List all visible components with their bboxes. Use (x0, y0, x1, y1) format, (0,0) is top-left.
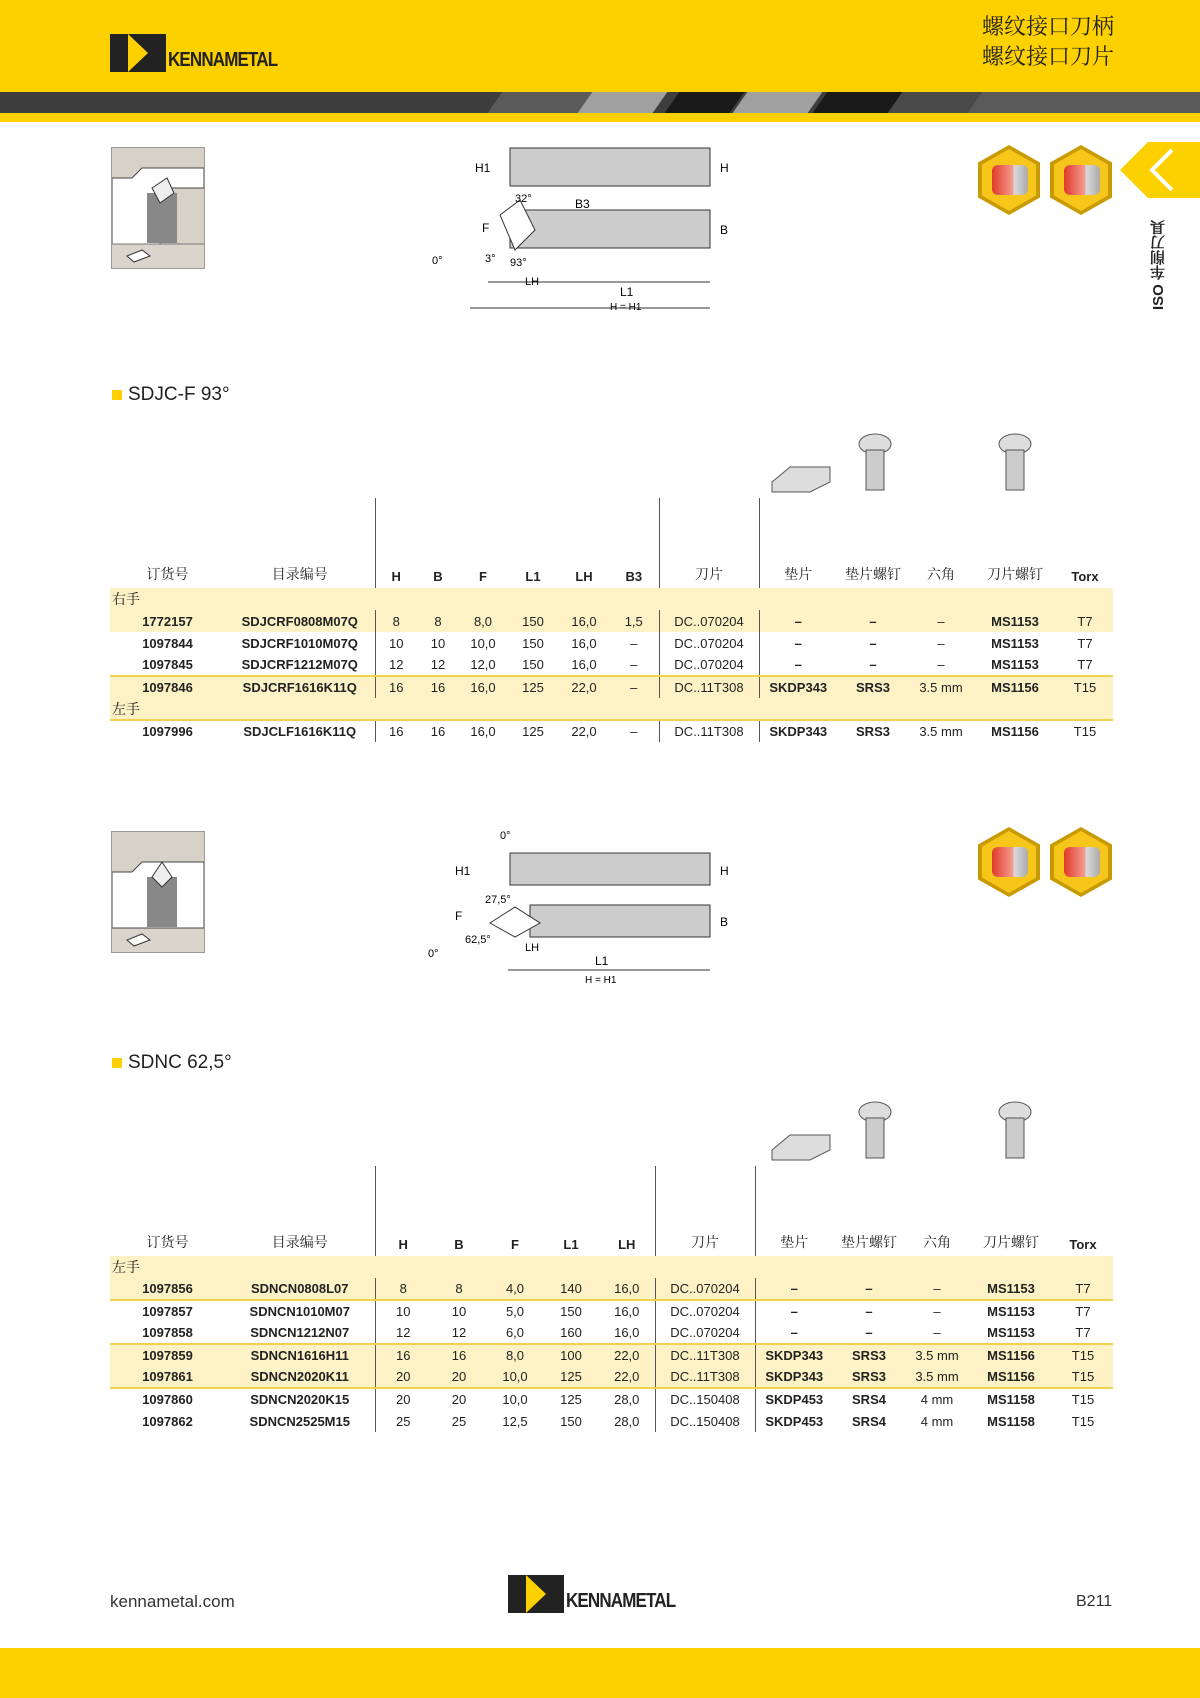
table-cell: 1,5 (609, 610, 659, 632)
table-row (110, 632, 1113, 654)
table-cell: MS1153 (969, 1300, 1053, 1322)
svg-text:F: F (482, 221, 490, 235)
table-cell: 16 (417, 676, 459, 698)
table-cell: SKDP453 (755, 1410, 833, 1432)
table-cell: 20 (375, 1366, 431, 1388)
insert-screw-icon (999, 1102, 1031, 1158)
table-cell: SKDP453 (755, 1388, 833, 1410)
accessory-icons-2 (770, 1100, 1070, 1170)
column-header: 垫片 (759, 498, 837, 588)
bullet-square (112, 390, 122, 400)
table-cell: MS1156 (973, 720, 1057, 742)
logo-text: KENNAMETAL (168, 49, 278, 71)
sdnc-product-table (110, 1166, 1113, 1432)
table-cell: 4 mm (920, 1413, 954, 1429)
table-cell: – (869, 635, 877, 651)
column-header: 目录编号 (271, 1234, 328, 1250)
table-cell: 16,0 (459, 720, 507, 742)
svg-text:H: H (720, 161, 729, 175)
table-cell: T7 (1057, 610, 1113, 632)
table-row (110, 1366, 1113, 1388)
section1-title-text: SDJC-F 93° (128, 384, 230, 405)
table-cell: T7 (1053, 1300, 1113, 1322)
group-label: 左手 (110, 698, 1113, 720)
table-cell: 12 (451, 1325, 467, 1340)
table-cell: DC..11T308 (655, 1344, 755, 1366)
table-cell: 16,0 (571, 657, 597, 672)
table-cell: – (833, 1300, 905, 1322)
table-cell: – (865, 1325, 873, 1340)
table-cell: 12 (375, 654, 417, 676)
table-cell: SDNCN0808L07 (225, 1278, 375, 1300)
svg-text:32°: 32° (515, 193, 532, 205)
svg-text:3°: 3° (485, 253, 496, 265)
table-cell: – (837, 610, 909, 632)
svg-text:0°: 0° (432, 255, 443, 267)
table-cell: 4,0 (487, 1278, 543, 1300)
table-cell: DC..11T308 (659, 676, 759, 698)
column-header: H (375, 498, 417, 588)
table-cell: 16,0 (571, 635, 597, 651)
svg-text:H = H1: H = H1 (585, 975, 617, 986)
accessory-icons (770, 432, 1070, 502)
table-cell: SRS4 (833, 1388, 905, 1410)
table-cell: – (833, 1278, 905, 1300)
table-cell: 8 (375, 1278, 431, 1300)
table-cell: 140 (543, 1278, 599, 1300)
table-cell: 16,0 (599, 1300, 655, 1322)
table-row (110, 1300, 1113, 1322)
column-header: 六角 (927, 566, 955, 582)
table-cell: 22,0 (559, 720, 609, 742)
turning-operation-icon (978, 145, 1040, 215)
table-cell: DC..11T308 (659, 720, 759, 742)
kennametal-logo (110, 34, 297, 72)
table-cell: DC..070204 (659, 654, 759, 676)
table-row (110, 654, 1113, 676)
table-cell: T15 (1057, 676, 1113, 698)
table-cell: – (630, 635, 638, 651)
table-cell: 8,0 (487, 1344, 543, 1366)
table-cell: – (759, 632, 837, 654)
table-row (110, 610, 1113, 632)
svg-text:LH: LH (525, 942, 540, 954)
section2-title-text: SDNC 62,5° (128, 1052, 232, 1073)
table-cell: 10 (375, 632, 417, 654)
svg-text:93°: 93° (510, 257, 527, 269)
table-cell: 100 (543, 1344, 599, 1366)
table-cell: – (759, 654, 837, 676)
table-cell: – (609, 720, 659, 742)
sdjc-product-table (110, 498, 1113, 742)
column-header: 垫片 (755, 1166, 833, 1256)
table-cell: SRS3 (833, 1344, 905, 1366)
table-cell: MS1153 (991, 635, 1039, 651)
logo-mark (110, 34, 166, 72)
column-header: Torx (1069, 1237, 1097, 1252)
table-cell: MS1153 (973, 610, 1057, 632)
table-cell: SRS3 (837, 720, 909, 742)
table-cell: T7 (1075, 1325, 1091, 1340)
column-header: H (375, 1166, 431, 1256)
column-header: F (479, 569, 487, 584)
application-thumbnail-2 (111, 831, 205, 953)
svg-text:B: B (720, 223, 729, 237)
svg-text:L1: L1 (620, 285, 634, 299)
header-stripe (0, 92, 1200, 113)
side-tab-label: ISO 车削刀具 (1150, 220, 1167, 311)
table-cell: T15 (1053, 1388, 1113, 1410)
chevron-tab-icon (1120, 142, 1200, 198)
table-cell: 16,0 (559, 610, 609, 632)
column-header: Torx (1071, 569, 1099, 584)
table-row (110, 720, 1113, 742)
table-cell: MS1158 (969, 1388, 1053, 1410)
table-cell: 3.5 mm (905, 1344, 969, 1366)
table-cell: 150 (560, 1413, 582, 1429)
table-cell: 1097858 (142, 1325, 193, 1340)
table-cell: MS1156 (969, 1344, 1053, 1366)
table-cell: 8,0 (459, 610, 507, 632)
table-cell: – (630, 657, 638, 672)
table-cell: – (755, 1300, 833, 1322)
table-cell: 150 (507, 610, 559, 632)
table-cell: – (909, 610, 973, 632)
table-cell: SDNCN1616H11 (225, 1344, 375, 1366)
table-cell: T7 (1053, 1278, 1113, 1300)
title-line2: 螺纹接口刀片 (981, 44, 1114, 69)
column-header: 刀片螺钉 (983, 1234, 1039, 1250)
table-cell: 10 (430, 635, 446, 651)
table-row (110, 1410, 1113, 1432)
column-header: 刀片螺钉 (987, 566, 1043, 582)
table-cell: 150 (522, 635, 544, 651)
table-cell: SDNCN2020K11 (225, 1366, 375, 1388)
table-cell: – (755, 1322, 833, 1344)
table-cell: 12 (375, 1322, 431, 1344)
table-cell: 4 mm (905, 1388, 969, 1410)
svg-text:B: B (720, 915, 729, 929)
column-header: 目录编号 (271, 566, 328, 582)
column-header: 刀片 (659, 498, 759, 588)
column-header: 刀片 (655, 1166, 755, 1256)
column-header: 六角 (923, 1234, 951, 1250)
column-header: 垫片螺钉 (845, 566, 901, 582)
table-cell: – (937, 657, 945, 672)
table-cell: SDNCN2525M15 (249, 1413, 350, 1429)
table-cell: 1097845 (142, 657, 193, 672)
profiling-operation-icon (1050, 145, 1112, 215)
table-cell: SDNCN1010M07 (225, 1300, 375, 1322)
title-line1: 螺纹接口刀柄 (981, 14, 1114, 39)
table-cell: DC..070204 (655, 1278, 755, 1300)
table-cell: DC..070204 (659, 610, 759, 632)
column-header: LH (575, 569, 593, 584)
table-cell: 1097844 (142, 635, 193, 651)
table-cell: MS1153 (991, 657, 1039, 672)
table-cell: 22,0 (599, 1344, 655, 1366)
table-cell: DC..150408 (655, 1410, 755, 1432)
shim-icon (772, 1135, 830, 1160)
table-cell: 1097857 (110, 1300, 225, 1322)
table-cell: 20 (431, 1366, 487, 1388)
table-cell: MS1153 (969, 1278, 1053, 1300)
table-cell: 5,0 (487, 1300, 543, 1322)
column-header: L1 (563, 1237, 579, 1252)
column-header: B3 (625, 569, 643, 584)
table-row (110, 1344, 1113, 1366)
table-cell: DC..070204 (655, 1300, 755, 1322)
footer-logo-text: KENNAMETAL (566, 1590, 676, 1612)
table-cell: MS1153 (987, 1325, 1035, 1340)
table-cell: 1097996 (110, 720, 225, 742)
table-cell: T15 (1053, 1366, 1113, 1388)
table-cell: 16 (375, 720, 417, 742)
table-cell: 10,0 (470, 635, 496, 651)
table-cell: 10,0 (487, 1366, 543, 1388)
table-cell: 10,0 (487, 1388, 543, 1410)
page-number: B211 (1076, 1593, 1113, 1610)
table-cell: 16,0 (459, 676, 507, 698)
table-cell: – (869, 657, 877, 672)
table-cell: DC..070204 (659, 632, 759, 654)
bullet-square (112, 1058, 122, 1068)
application-thumbnail (111, 147, 205, 269)
table-cell: 12,5 (502, 1413, 528, 1429)
table-cell: 25 (375, 1410, 431, 1432)
table-cell: 8 (375, 610, 417, 632)
table-cell: SKDP343 (755, 1366, 833, 1388)
header-title (982, 12, 1114, 72)
table-cell: 16,0 (614, 1325, 640, 1340)
section1-title (112, 384, 230, 406)
table-cell: 1097846 (110, 676, 225, 698)
table-cell: 1097862 (142, 1413, 193, 1429)
footer-band (0, 1648, 1200, 1698)
shim-icon (772, 467, 830, 492)
table-cell: DC..150408 (655, 1388, 755, 1410)
column-header: 订货号 (146, 566, 189, 582)
svg-text:0°: 0° (428, 948, 439, 960)
table-cell: – (905, 1300, 969, 1322)
table-cell: 1097861 (110, 1366, 225, 1388)
table-cell: T15 (1071, 1413, 1095, 1429)
svg-text:0°: 0° (500, 830, 511, 842)
table-cell: SRS3 (837, 676, 909, 698)
table-cell: 150 (522, 657, 544, 672)
svg-text:27,5°: 27,5° (485, 894, 511, 906)
table-cell: MS1158 (987, 1413, 1035, 1429)
table-cell: 20 (431, 1388, 487, 1410)
svg-text:F: F (455, 909, 463, 923)
table-cell: – (759, 610, 837, 632)
table-cell: 16 (417, 720, 459, 742)
table-cell: 3.5 mm (909, 720, 973, 742)
table-cell: 125 (543, 1366, 599, 1388)
table-cell: 3.5 mm (905, 1366, 969, 1388)
table-cell: 10 (375, 1300, 431, 1322)
table-cell: DC..11T308 (655, 1366, 755, 1388)
shim-screw-icon (859, 434, 891, 490)
table-cell: 6,0 (505, 1325, 525, 1340)
insert-screw-icon (999, 434, 1031, 490)
table-cell: SDNCN1212N07 (250, 1325, 350, 1340)
svg-text:62,5°: 62,5° (465, 934, 491, 946)
table-cell: 1097860 (110, 1388, 225, 1410)
turning-operation-icon-2 (978, 827, 1040, 897)
table-cell: MS1156 (973, 676, 1057, 698)
table-row (110, 676, 1113, 698)
svg-text:H1: H1 (455, 864, 471, 878)
table-cell: SDJCLF1616K11Q (225, 720, 375, 742)
table-cell: 22,0 (599, 1366, 655, 1388)
table-cell: T15 (1053, 1344, 1113, 1366)
table-cell: T15 (1057, 720, 1113, 742)
table-cell: SDJCRF1212M07Q (241, 657, 358, 672)
table-cell: 16 (375, 676, 417, 698)
table-cell: 16,0 (599, 1278, 655, 1300)
sdjc-dimension-drawing (420, 140, 750, 325)
table-cell: 12,0 (470, 657, 496, 672)
column-header: LH (618, 1237, 636, 1252)
table-cell: – (933, 1325, 941, 1340)
table-cell: 16 (431, 1344, 487, 1366)
table-cell: – (609, 676, 659, 698)
table-row (110, 1278, 1113, 1300)
profiling-operation-icon-2 (1050, 827, 1112, 897)
table-cell: 1097859 (110, 1344, 225, 1366)
table-row (110, 1388, 1113, 1410)
table-cell: 125 (543, 1388, 599, 1410)
table-cell: 16 (375, 1344, 431, 1366)
table-cell: SDJCRF0808M07Q (225, 610, 375, 632)
table-cell: SRS4 (852, 1413, 886, 1429)
table-cell: 1097856 (110, 1278, 225, 1300)
table-cell: – (937, 635, 945, 651)
table-cell: SDNCN2020K15 (225, 1388, 375, 1410)
table-cell: – (905, 1278, 969, 1300)
table-cell: 28,0 (614, 1413, 640, 1429)
group-label: 左手 (110, 1256, 1113, 1278)
footer-logo (508, 1575, 695, 1613)
shim-screw-icon (859, 1102, 891, 1158)
table-cell: SDJCRF1010M07Q (241, 635, 358, 651)
table-cell: SRS3 (833, 1366, 905, 1388)
table-cell: SKDP343 (755, 1344, 833, 1366)
column-header: B (454, 1237, 464, 1252)
table-cell: 160 (560, 1325, 582, 1340)
svg-text:LH: LH (525, 276, 540, 288)
column-header: L1 (525, 569, 541, 584)
table-cell: SDJCRF1616K11Q (225, 676, 375, 698)
column-header: 订货号 (146, 1234, 189, 1250)
table-cell: 125 (507, 676, 559, 698)
svg-text:H: H (720, 864, 729, 878)
group-label: 右手 (110, 588, 1113, 610)
column-header: F (511, 1237, 519, 1252)
table-row (110, 1322, 1113, 1344)
table-cell: MS1156 (969, 1366, 1053, 1388)
logo-mark (508, 1575, 564, 1613)
table-cell: 3.5 mm (909, 676, 973, 698)
table-cell: 12 (430, 657, 446, 672)
svg-text:L1: L1 (595, 954, 609, 968)
table-cell: T7 (1077, 635, 1093, 651)
column-header: B (433, 569, 443, 584)
table-cell: SKDP343 (759, 676, 837, 698)
table-cell: SKDP343 (759, 720, 837, 742)
table-cell: 150 (543, 1300, 599, 1322)
table-cell: 28,0 (599, 1388, 655, 1410)
table-cell: T7 (1077, 657, 1093, 672)
table-cell: 25 (451, 1413, 467, 1429)
table-cell: – (755, 1278, 833, 1300)
table-cell: 20 (375, 1388, 431, 1410)
table-cell: 8 (417, 610, 459, 632)
table-cell: 125 (507, 720, 559, 742)
section2-title (112, 1052, 232, 1074)
svg-text:H = H1: H = H1 (610, 302, 642, 313)
website-link[interactable]: kennametal.com (110, 1592, 235, 1611)
table-cell: DC..070204 (655, 1322, 755, 1344)
svg-text:B3: B3 (575, 197, 590, 211)
table-cell: 10 (431, 1300, 487, 1322)
header-underline (0, 113, 1200, 122)
table-cell: 22,0 (559, 676, 609, 698)
column-header: 垫片螺钉 (841, 1234, 897, 1250)
svg-text:H1: H1 (475, 161, 491, 175)
table-cell: 8 (431, 1278, 487, 1300)
table-cell: 1772157 (110, 610, 225, 632)
sdnc-dimension-drawing (420, 825, 750, 990)
